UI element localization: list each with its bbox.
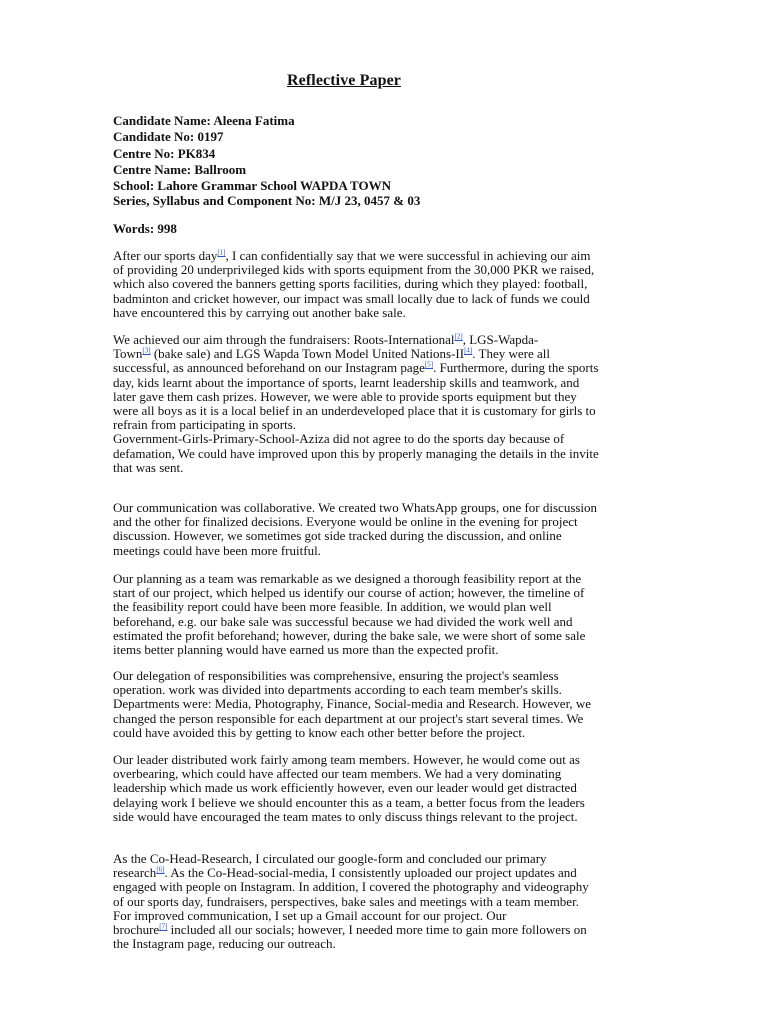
text-line: of providing 20 underprivileged kids with sports equipment from the 30,000 PKR we raised, xyxy=(113,262,595,278)
paragraph-leadership xyxy=(113,753,685,824)
paragraph-outcome xyxy=(113,249,685,320)
text-line: Our planning as a team was remarkable as we designed a thorough feasibility report at the xyxy=(113,571,582,586)
text-line: For improved communication, I set up a Gmail account for our project. Our xyxy=(113,907,507,923)
text-line: As the Co-Head-Research, I circulated our google-form and concluded our primary xyxy=(113,851,547,866)
footnote-link[interactable]: [2] xyxy=(454,332,463,341)
footnote-link[interactable]: [1] xyxy=(217,248,226,257)
text-line: refrain from participating in sports. xyxy=(113,417,297,433)
text-line: day, kids learnt about the importance of sports, learnt leadership skills and teamwork, and xyxy=(113,374,580,390)
paragraph-fundraisers xyxy=(113,333,685,475)
text-line: We achieved our aim through the fundraisers: Roots-International[2], LGS-Wapda- xyxy=(113,332,539,347)
text-line: changed the person responsible for each department at our project's start several times. We xyxy=(113,710,584,726)
footnote-link[interactable]: [4] xyxy=(464,346,473,355)
footnote-link[interactable]: [7] xyxy=(159,922,168,931)
paragraph-planning xyxy=(113,572,685,657)
text-line: beforehand, e.g. our bake sale was successful because we had divided the work well and xyxy=(113,613,573,629)
text-line: have encountered this by carrying out another bake sale. xyxy=(113,304,406,320)
text-line: and the other for finalized decisions. Everyone would be online in the evening for project xyxy=(113,514,578,530)
text-line: operation. work was divided into departments according to each team member's skills. xyxy=(113,682,562,698)
footnote-link[interactable]: [6] xyxy=(156,865,165,874)
centre-name: Centre Name: Ballroom xyxy=(113,162,247,177)
paragraph-communication xyxy=(113,501,685,558)
text-line: Our leader distributed work fairly among team members. However, he would come out as xyxy=(113,752,580,767)
text-line: Departments were: Media, Photography, Finance, Social-media and Research. However, we xyxy=(113,696,592,712)
text-line: defamation, We could have improved upon this by properly managing the details in the invite xyxy=(113,445,599,461)
text-line: leadership which made us work efficiently however, even our leader would get distracted xyxy=(113,780,577,796)
text-line: that was sent. xyxy=(113,459,184,475)
text-line: delaying work I believe we should encounter this as a team, a better focus from the leaders xyxy=(113,794,585,810)
text-line: estimated the profit beforehand; however, during the bake sale, we were short of some sale xyxy=(113,627,586,643)
text-line: research[6]. As the Co-Head-social-media, I consistently uploaded our project updates and xyxy=(113,865,577,881)
text-line: Town[3] (bake sale) and LGS Wapda Town Model United Nations-II[4]. They were all xyxy=(113,346,550,362)
text-line: engaged with people on Instagram. In addition, I covered the photography and videography xyxy=(113,879,589,895)
text-line: of our sports day, fundraisers, perspectives, bake sales and meetings with a team member. xyxy=(113,893,579,909)
text-line: side would have encouraged the team mates to only discuss things relevant to the project. xyxy=(113,808,578,824)
text-line: Our delegation of responsibilities was comprehensive, ensuring the project's seamless xyxy=(113,668,559,683)
text-line: brochure[7] included all our socials; however, I needed more time to gain more followers on xyxy=(113,922,587,938)
text-line: discussion. However, we sometimes got side tracked during the discussion, and online xyxy=(113,528,562,544)
text-line: later gave them cash prizes. However, we were able to provide sports equipment but they xyxy=(113,388,577,404)
text-line: could have avoided this by getting to know each other better before the project. xyxy=(113,724,526,740)
text-line: the Instagram page, reducing our outreach. xyxy=(113,936,336,952)
text-line: successful, as announced beforehand on our Instagram page[5]. Furthermore, during the sports xyxy=(113,360,599,376)
paragraph-delegation xyxy=(113,669,685,740)
candidate-name: Candidate Name: Aleena Fatima xyxy=(113,113,295,128)
candidate-number: Candidate No: 0197 xyxy=(113,129,224,144)
text-line: the feasibility report could have been more feasible. In addition, we would plan well xyxy=(113,599,552,615)
text-line: start of our project, which helped us identify our course of action; however, the timeline of xyxy=(113,585,585,601)
text-line: which also covered the banners getting sports facilities, during which they played: football, xyxy=(113,276,588,292)
series-syllabus: Series, Syllabus and Component No: M/J 23, 0457 & 03 xyxy=(113,193,421,208)
text-line: Government-Girls-Primary-School-Aziza did not agree to do the sports day because of xyxy=(113,431,565,447)
text-line: After our sports day[1], I can confidentially say that we were successful in achieving our aim xyxy=(113,248,591,263)
document-title: Reflective Paper xyxy=(287,72,401,89)
school-name: School: Lahore Grammar School WAPDA TOWN xyxy=(113,178,391,193)
text-line: meetings could have been more fruitful. xyxy=(113,542,321,558)
text-line: overbearing, which could have affected our team members. We had a very dominating xyxy=(113,766,562,782)
text-line: badminton and cricket however, our impact was small locally due to lack of funds we could xyxy=(113,290,590,306)
centre-number: Centre No: PK834 xyxy=(113,146,216,161)
text-line: items better planning would have earned us more than the expected profit. xyxy=(113,642,499,658)
footnote-link[interactable]: [5] xyxy=(424,361,434,370)
paragraph-personal-role xyxy=(113,852,685,951)
footnote-link[interactable]: [3] xyxy=(142,346,151,355)
word-count: Words: 998 xyxy=(113,221,177,236)
text-line: were all boys as it is a local belief in an underdeveloped place that it is customary for girls to xyxy=(113,403,596,419)
text-line: Our communication was collaborative. We created two WhatsApp groups, one for discussion xyxy=(113,500,598,515)
